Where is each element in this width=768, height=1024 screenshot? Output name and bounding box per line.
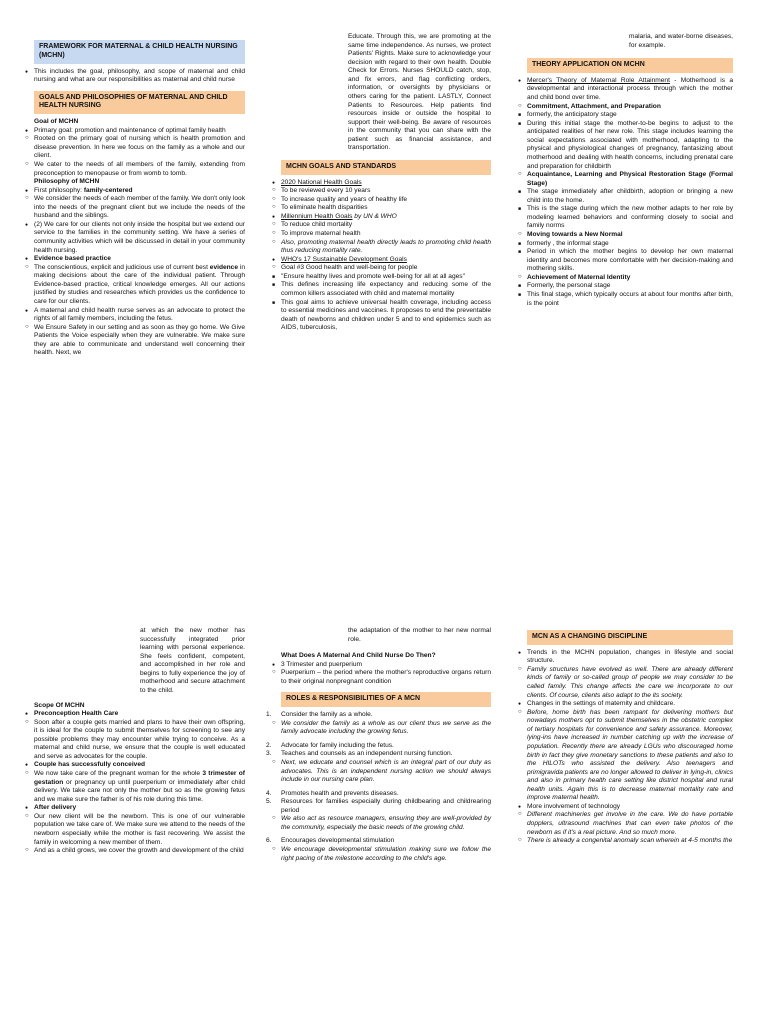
discipline-sub-bullet: ○ Family structures have evolved as well. There are already different kinds of family or so-called group of people we may consider to be called family. This change affects the care we incorporate to our clients. Of course, clients also adapt to the its society.: [527, 666, 733, 700]
column-4: [34, 627, 245, 856]
scope-sub-bullet: ○ And as a child grows, we cover the growth and development of the child: [34, 847, 245, 856]
standards-item: ■ This goal aims to achieve universal health coverage, including access to essential medicines and vaccines. It proposes to end the preventable death of newborns and children under 5 and to end epidemics such as AIDS, tuberculosis,: [281, 299, 491, 333]
question-sub-bullet: ○ Puerperium – the period where the mother's reproductive organs return to their original nonpregnant condition: [281, 669, 491, 686]
theory-item: ■ The stage immediately after childbirth, adoption or bringing a new child into the home.: [527, 188, 733, 205]
theory-item: ■ Formerly, the personal stage: [527, 282, 733, 291]
theory-stage: ○ Moving towards a New Normal: [527, 231, 733, 240]
standards-sub-bullet: ○ Also, promoting maternal health directly leads to promoting child health thus reducing mortality rate.: [281, 239, 491, 256]
scope-sub-bullet: ○ We now take care of the pregnant woman for the whole 3 trimester of gestation or pregnancy up until puerperium or immediately after child delivery. We take care not only the mother but so as the growing fetus and we make sure the father is of his role during this time.: [34, 770, 245, 804]
roles-heading: ROLES & RESPONSIBILITIES OF A MCN: [281, 692, 491, 707]
standards-bullet: ● WHO's 17 Sustainable Development Goals: [281, 256, 491, 265]
changing-discipline-heading: MCN AS A CHANGING DISCIPLINE: [527, 630, 733, 645]
philosophy-bullet: ● Evidence based practice: [34, 255, 245, 264]
theory-stage: ○ Achievement of Maternal Identity: [527, 274, 733, 283]
framework-bullet: ● This includes the goal, philosophy, and scope of maternal and child nursing and what are our responsibilities as maternal and child nurse: [34, 68, 245, 85]
goal-sub-bullet: ○ Rooted on the primary goal of nursing which is health promotion and disease prevention. In here we focus on the family as a whole and our client.: [34, 135, 245, 161]
discipline-sub-bullet: ○ Before, home birth has been rampant for delivering mothers but nowadays mothers opt to submit themselves in the obstetric complex of tertiary hospitals for convenience and safety assurance. Moreover, lying-ins have increased in number catching up with the increase of population. Recently there are already LGUs who discouraged home birth in fact they give monetary sanctions to these patients and also to the HILOTs who assisted the delivery. Also teenagers and primigravida patients are no longer allowed to deliver in lying-in, clinics and also in primary health care setting like district hospital and rural health units. Again this is to decrease maternal mortality rate and improve maternal health.: [527, 709, 733, 803]
discipline-sub-bullet: ○ Different machineries get involve in the care. We do have portable dopplers, ultrasound machines that can even take photos of the newborn as if it's a real picture. And so much more.: [527, 811, 733, 837]
discipline-bullet: ● More involvement of technology: [527, 803, 733, 812]
philosophy-title: Philosophy of MCHN: [34, 178, 100, 186]
standards-sub-bullet: ○ Goal #3 Good health and well-being for people: [281, 264, 491, 273]
column-1: [34, 36, 245, 358]
theory-stage: ○ Acquaintance, Learning and Physical Restoration Stage (Formal Stage): [527, 171, 733, 188]
scope-sub-bullet: ○ Our new client will be the newborn. This is one of our vulnerable population we take care of. We make sure we attend to the needs of the newborn especially while the mother is fast recovering. We assist the family in welcoming a new member of them.: [34, 813, 245, 847]
scope-sub-bullet: ○ Soon after a couple gets married and plans to have their own offspring, it is ideal for the couple to submit themselves for screening to see any possible problems they may encounter while trying to conceive. As a maternal and child nurse, we ensure that the couple is well educated and serve as advocates for the couple.: [34, 719, 245, 762]
discipline-bullet: ● Changes in the settings of maternity and childcare.: [527, 700, 733, 709]
goal-sub-bullet: ○ We cater to the needs of all members of the family, extending from preconception to menopause or from womb to tomb.: [34, 161, 245, 178]
standards-bullet: ● 2020 National Health Goals: [281, 179, 491, 188]
role-item: 2. Advocate for family including the fetus.: [266, 741, 394, 749]
continued-text: the adaptation of the mother to her new normal role.: [348, 627, 491, 643]
column-6: [527, 627, 733, 846]
theory-stage: ○ Commitment, Attachment, and Preparation: [527, 103, 733, 112]
theory-item: ■ Period in which the mother begins to develop her own maternal identity and becomes more comfortable with her decision-making and mothering skills.: [527, 248, 733, 274]
column-3: [527, 33, 733, 308]
standards-sub-bullet: ○ To be reviewed every 10 years: [281, 187, 491, 196]
column-5: [266, 627, 491, 863]
theory-item: ■ This final stage, which typically occurs at about four months after birth, is the point: [527, 291, 733, 308]
theory-item: ■ formerly , the informal stage: [527, 240, 733, 249]
framework-heading: FRAMEWORK FOR MATERNAL & CHILD HEALTH NURSING (MCHN): [34, 40, 245, 64]
philosophy-sub-bullet: ○ The conscientious, explicit and judicious use of current best evidence in making decisions about the care of the individual patient. Through Evidence-based practice, critical knowledge emerges. All our actions justified by studies and researches which provides us the confidence to care for our clients.: [34, 264, 245, 307]
standards-sub-bullet: ○ To eliminate health disparities: [281, 204, 491, 213]
scope-bullet: ● Couple has successfully conceived: [34, 761, 245, 770]
standards-sub-bullet: ○ To increase quality and years of healthy life: [281, 196, 491, 205]
goal-title: Goal of MCHN: [34, 118, 79, 126]
theory-heading: THEORY APPLICATION ON MCHN: [527, 58, 733, 73]
theory-item: ■ formerly, the anticipatory stage: [527, 111, 733, 120]
question-bullet: ● 3 Trimester and puerperium: [281, 661, 491, 670]
role-detail: ○ We also act as resource managers, ensuring they are well-provided by the community, especially the basic needs of the growing child.: [281, 815, 491, 832]
philosophy-sub-bullet: ○ We Ensure Safety in our setting and as soon as they go home. We Give Patients the Voice especially when they are vulnerable. We make sure they are able to communicate and understand well concerning their health. Next, we: [34, 324, 245, 358]
goals-heading: GOALS AND PHILOSOPHIES OF MATERNAL AND CHILD HEALTH NURSING: [34, 91, 245, 115]
theory-item: ■ During this initial stage the mother-to-be begins to adjust to the anticipated realities of her new role. This stage includes learning the social expectations associated with motherhood, adapting to the physical and physiological changes of pregnancy, fantasizing about motherhood and dealing with health concerns, including prenatal care and preparation for childbirth: [527, 120, 733, 171]
role-detail: ○ Next, we educate and counsel which is an integral part of our duty as advocates. This is an independent nursing action we should always include in our nursing care plan.: [281, 759, 491, 785]
scope-bullet: ● After delivery: [34, 804, 245, 813]
standards-sub-bullet: ○ To reduce child mortality: [281, 221, 491, 230]
column-2: [281, 33, 491, 333]
nurse-role-question: What Does A Maternal And Child Nurse Do Then?: [281, 652, 436, 660]
philosophy-bullet: ● A maternal and child health nurse serves as an advocate to protect the rights of all family members, including the fetus.: [34, 307, 245, 324]
role-item: 5. Resources for families especially during childbearing and childrearing period: [266, 798, 491, 814]
standards-sub-bullet: ○ To improve maternal health: [281, 230, 491, 239]
role-item: 1. Consider the family as a whole.: [266, 711, 373, 719]
standards-item: ■ This defines increasing life expectancy and reducing some of the common killers associated with child and maternal mortality: [281, 281, 491, 298]
role-detail: ○ We consider the family as a whole as our client thus we serve as the family advocate including the growing fetus.: [281, 720, 491, 737]
role-item: 6. Encourages developmental stimulation: [266, 837, 395, 845]
standards-item: ■ "Ensure healthy lives and promote well-being for all at all ages": [281, 273, 491, 282]
discipline-bullet: ● Trends in the MCHN population, changes in lifestyle and social structure.: [527, 649, 733, 666]
goals-standards-heading: MCHN GOALS AND STANDARDS: [281, 160, 491, 175]
philosophy-sub-bullet: ○ We consider the needs of each member of the family. We don't only look into the needs of the pregnant client but we include the needs of the husband and the siblings.: [34, 195, 245, 221]
philosophy-bullet: ● First philosophy: family-centered: [34, 187, 245, 196]
theory-bullet: ● Mercer's Theory of Maternal Role Attainment - Motherhood is a developmental and interactional process through which the mother and child bond over time.: [527, 77, 733, 103]
theory-item: ■ This is the stage during which the new mother adapts to her role by modeling learned behaviors and conforming closely to social and family norms: [527, 205, 733, 231]
continued-text: at which the new mother has successfully integrated prior learning with personal experience. She feels confident, competent, and accomplished in her role and begins to fully experience the joy of motherhood and secure attachment to the child.: [140, 627, 245, 694]
scope-bullet: ● Preconception Health Care: [34, 710, 245, 719]
role-item: 4. Promotes health and prevents diseases.: [266, 789, 399, 797]
philosophy-bullet: ● (2) We care for our clients not only inside the hospital but we extend our service to the families in the community setting. We have a series of community activities which will be discussed in detail in your community health nursing.: [34, 221, 245, 255]
role-item: 3. Teaches and counsels as an independent nursing function.: [266, 750, 453, 758]
role-detail: ○ We encourage developmental stimulation making sure we follow the right pacing of the milestone according to the child's age.: [281, 846, 491, 863]
continued-text: Educate. Through this, we are promoting at the same time independence. As nurses, we protect Patients' Rights. Make sure to acknowledge your decision with regard to their own health. Double Check for Errors. Nurses SHOULD catch, stop, and fix errors, and flag conflicting orders, information, or oversights by physicians or others caring for the patient. LASTLY, Connect Patients to Resources. Help patients find resources inside or outside the hospital to support their well-being. Be aware of resources in the community that you can share with the patient such as financial assistance, and transportation.: [348, 33, 491, 152]
continued-text: malaria, and water-borne diseases, for example.: [629, 33, 733, 49]
discipline-sub-bullet: ○ There is already a congenital anomaly scan wherein at 4-5 months the: [527, 837, 733, 846]
scope-title: Scope Of MCHN: [34, 701, 85, 709]
standards-bullet: ● Millennium Health Goals by UN & WHO: [281, 213, 491, 222]
goal-bullet: ● Primary goal: promotion and maintenance of optimal family health: [34, 127, 245, 136]
